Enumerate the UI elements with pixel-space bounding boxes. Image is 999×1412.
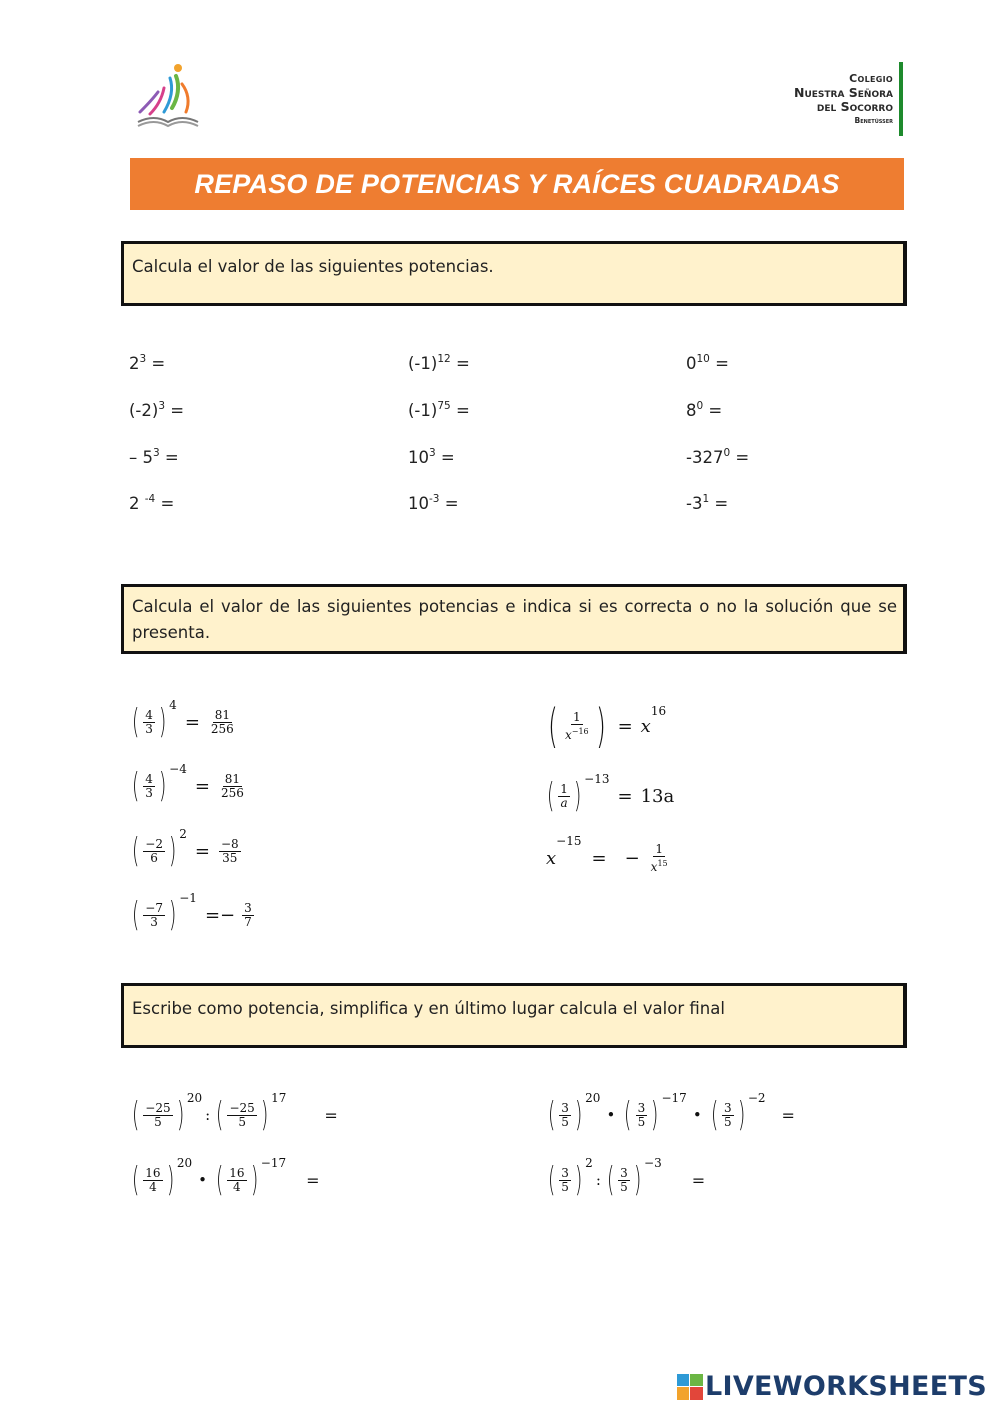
school-logo-icon	[136, 62, 200, 134]
fraction-power-exercise: ( $\frac{4}{3}$ ) 4 = $\frac{81}{256}$	[131, 698, 234, 742]
brand-text: LIVEWORKSHEETS	[704, 1371, 987, 1402]
exercise-e4: ( $\frac{3}{5}$ ) 2 : ( $\frac{3}{5}$ ) −3 =	[547, 1156, 706, 1200]
power-exercise: $(-1)^{12}$ =	[408, 353, 470, 373]
instruction-box-2: Calcula el valor de las siguientes potencias e indica si es correcta o no la solución que se presenta.	[121, 584, 907, 654]
exercise-e1: ( $\frac{-25}{5}$ ) 20 : ( $\frac{-25}{5}$ ) 17 =	[131, 1091, 338, 1135]
exercise-r2: ( $\frac{1}{a}$ ) −13 = 13a	[546, 772, 675, 816]
power-exercise: $10^{-3}$ =	[408, 493, 459, 513]
power-exercise: $(-2)^3$ =	[129, 400, 185, 420]
exercise-e3: ( $\frac{3}{5}$ ) 20 • ( $\frac{3}{5}$ ) −17 • ( $\frac{3}{5}$ ) −2 =	[547, 1091, 795, 1135]
fraction-power-exercise: ( $\frac{-2}{6}$ ) 2 = $\frac{-8}{35}$	[131, 827, 239, 871]
school-line-1: Colegio	[849, 72, 893, 85]
power-exercise: $8^0$ =	[686, 400, 723, 420]
liveworksheets-logo-icon	[677, 1374, 703, 1400]
power-exercise: $(-1)^{75}$ =	[408, 400, 470, 420]
fraction-power-exercise: ( $\frac{-7}{3}$ ) −1 = − $\frac{3}{7}$	[131, 891, 252, 935]
exercise-e2: ( $\frac{16}{4}$ ) 20 • ( $\frac{16}{4}$ ) −17 =	[131, 1156, 320, 1200]
power-exercise: $-3^1$ =	[686, 493, 729, 513]
school-name	[794, 72, 893, 128]
exercise-r3: x −15 = − $\frac{1}{x^{15}}$	[546, 834, 668, 874]
power-exercise: $10^3$ =	[408, 447, 455, 467]
power-exercise: 2 $^{-4}$ =	[129, 493, 175, 513]
green-divider	[899, 62, 903, 136]
liveworksheets-brand	[677, 1371, 987, 1402]
exercise-r1: ( $\frac{1}{x^{-16}}$ ) = x 16	[548, 699, 667, 753]
power-exercise: – $5^3$ =	[129, 447, 179, 467]
power-exercise: $2^3$ =	[129, 353, 166, 373]
school-line-4: Benetússer	[854, 116, 893, 125]
power-exercise: $-327^0$ =	[686, 447, 750, 467]
power-exercise: $0^{10}$ =	[686, 353, 729, 373]
fraction-power-exercise: ( $\frac{4}{3}$ ) −4 = $\frac{81}{256}$	[131, 762, 244, 806]
instruction-box-3: Escribe como potencia, simplifica y en último lugar calcula el valor final	[121, 983, 907, 1048]
instruction-box-1: Calcula el valor de las siguientes potencias.	[121, 241, 907, 306]
school-line-2: Nuestra Señora	[793, 85, 893, 100]
page-title: REPASO DE POTENCIAS Y RAÍCES CUADRADAS	[130, 158, 904, 210]
school-line-3: del Socorro	[816, 99, 893, 114]
